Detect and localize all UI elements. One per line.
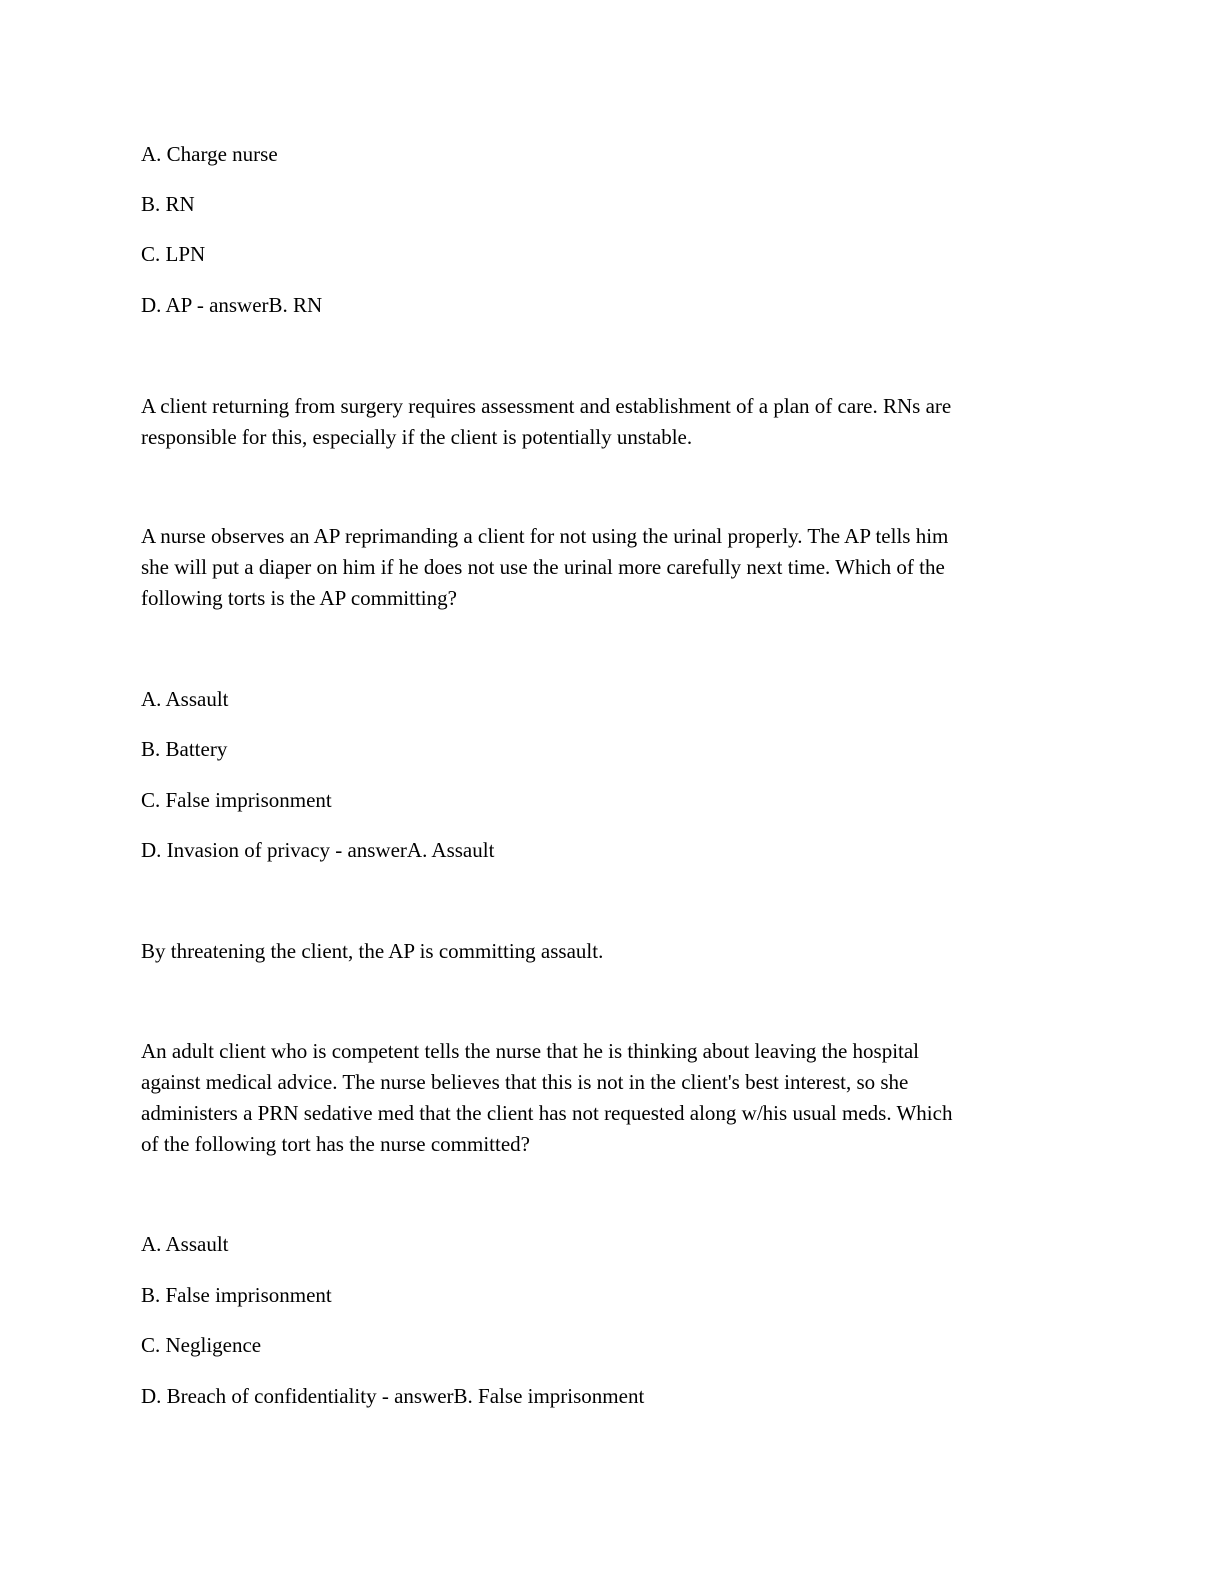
question-line: administers a PRN sedative med that the client has not requested along w/his usual meds. Which bbox=[141, 1101, 953, 1125]
option-c: C. Negligence bbox=[141, 1333, 262, 1357]
option-d-answer: D. AP - answerB. RN bbox=[141, 293, 323, 317]
question-line: she will put a diaper on him if he does not use the urinal more carefully next time. Which of the bbox=[141, 555, 945, 579]
option-b: B. Battery bbox=[141, 737, 228, 761]
option-c: C. False imprisonment bbox=[141, 788, 332, 812]
option-d-answer: D. Invasion of privacy - answerA. Assault bbox=[141, 838, 495, 862]
question-line: against medical advice. The nurse believes that this is not in the client's best interest, so she bbox=[141, 1070, 909, 1094]
rationale-paragraph bbox=[141, 391, 1071, 453]
option-a: A. Assault bbox=[141, 1232, 229, 1256]
option-a: A. Charge nurse bbox=[141, 142, 278, 166]
option-c: C. LPN bbox=[141, 242, 206, 266]
rationale-line: responsible for this, especially if the client is potentially unstable. bbox=[141, 425, 693, 449]
rationale-paragraph: By threatening the client, the AP is committing assault. bbox=[141, 939, 604, 963]
option-b: B. RN bbox=[141, 192, 195, 216]
option-a: A. Assault bbox=[141, 687, 229, 711]
question-line: A nurse observes an AP reprimanding a client for not using the urinal properly. The AP tells him bbox=[141, 524, 949, 548]
option-b: B. False imprisonment bbox=[141, 1283, 332, 1307]
question-line: following torts is the AP committing? bbox=[141, 586, 457, 610]
question-line: An adult client who is competent tells the nurse that he is thinking about leaving the hospital bbox=[141, 1039, 920, 1063]
option-d-answer: D. Breach of confidentiality - answerB. False imprisonment bbox=[141, 1384, 645, 1408]
question-paragraph bbox=[141, 1036, 1071, 1160]
rationale-line: A client returning from surgery requires assessment and establishment of a plan of care. RNs are bbox=[141, 394, 952, 418]
question-line: of the following tort has the nurse committed? bbox=[141, 1132, 530, 1156]
question-paragraph bbox=[141, 521, 1071, 614]
